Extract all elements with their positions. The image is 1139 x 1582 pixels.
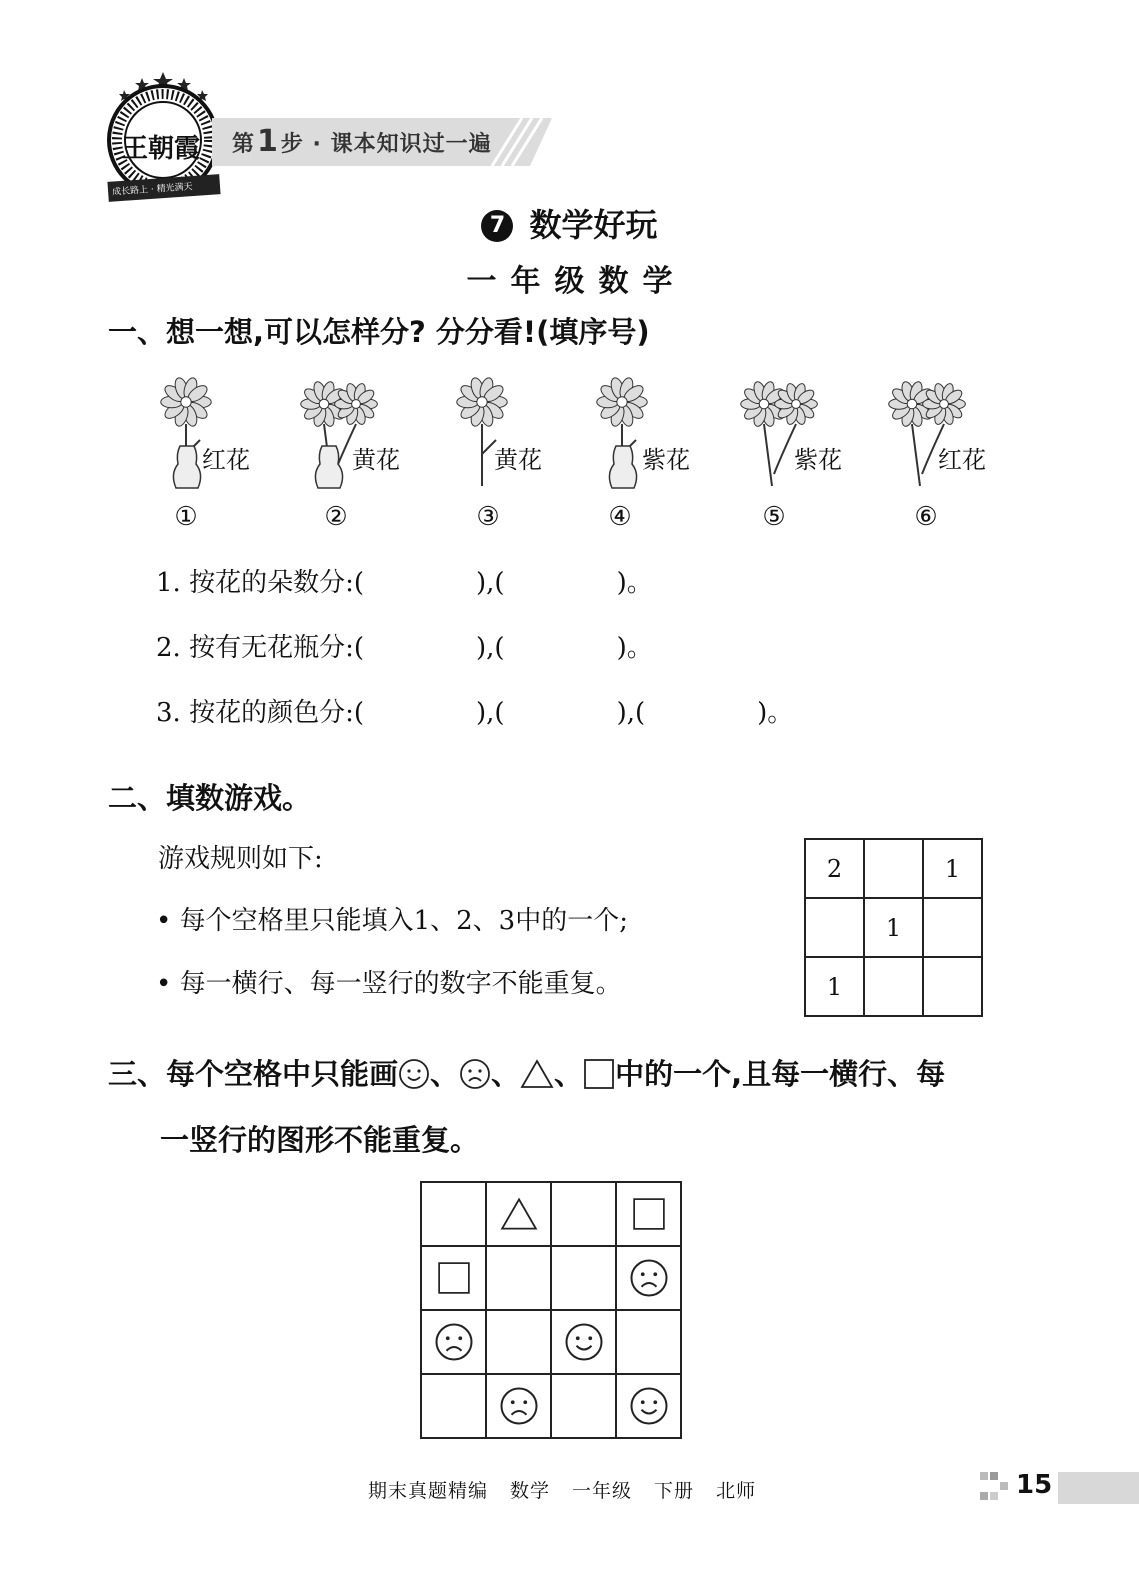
flower-number: ① — [174, 502, 198, 532]
sad-face-icon — [629, 1258, 669, 1298]
rule-2: • 每一横行、每一竖行的数字不能重复。 — [156, 969, 622, 999]
shape-cell — [486, 1182, 551, 1246]
shape-cell[interactable] — [551, 1246, 616, 1310]
flower-picture — [592, 374, 712, 494]
flower-number: ⑥ — [914, 502, 938, 532]
question-3-heading-cont: 一竖行的图形不能重复。 — [160, 1123, 480, 1157]
page-subtitle: 一年级数学 — [466, 264, 687, 299]
flower-label: 红花 — [202, 446, 250, 474]
number-cell[interactable] — [923, 898, 982, 957]
smile-face-icon — [629, 1386, 669, 1426]
flower-label: 黄花 — [352, 446, 400, 474]
shape-cell[interactable] — [421, 1182, 486, 1246]
q1-item-2: 2. 按有无花瓶分:( ),( )。 — [156, 633, 653, 663]
flower-picture — [156, 374, 276, 494]
shape-cell — [551, 1310, 616, 1374]
shape-cell[interactable] — [551, 1182, 616, 1246]
shape-cell[interactable] — [486, 1246, 551, 1310]
flower-picture — [452, 374, 572, 494]
q1-item-3: 3. 按花的颜色分:( ),( ),( )。 — [156, 698, 794, 728]
number-cell: 2 — [805, 839, 864, 898]
page-number: 15 — [1016, 1470, 1053, 1500]
flower-picture — [886, 374, 1006, 494]
flower-number: ③ — [476, 502, 500, 532]
square-icon — [632, 1197, 666, 1231]
step-label: 第1步 · 课本知识过一遍 — [232, 124, 492, 159]
footer-info: 期末真题精编 数学 一年级 下册 北师 — [368, 1480, 757, 1502]
question-1-heading: 一、想一想,可以怎样分? 分分看!(填序号) — [108, 315, 650, 349]
sad-face-icon — [459, 1058, 491, 1090]
question-3-heading: 三、每个空格中只能画 、 、 、 中的一个,且每一横行、每 — [108, 1057, 946, 1091]
brand-slogan: 成长路上 · 精光满天 — [111, 182, 193, 198]
sad-face-icon — [499, 1386, 539, 1426]
smile-face-icon — [398, 1058, 430, 1090]
flower-number: ④ — [608, 502, 632, 532]
shape-cell — [421, 1310, 486, 1374]
q1-item-1: 1. 按花的朵数分:( ),( )。 — [156, 568, 653, 598]
page-band — [1058, 1472, 1139, 1504]
title-text: 数学好玩 — [529, 206, 658, 244]
flower-label: 红花 — [938, 446, 986, 474]
flower-number: ⑤ — [762, 502, 786, 532]
shape-cell[interactable] — [486, 1310, 551, 1374]
shape-cell[interactable] — [551, 1374, 616, 1438]
number-cell[interactable] — [864, 839, 923, 898]
rules-title: 游戏规则如下: — [158, 844, 323, 874]
number-cell: 1 — [923, 839, 982, 898]
number-cell[interactable] — [864, 957, 923, 1016]
page-title — [0, 200, 1139, 246]
flower-label: 紫花 — [642, 446, 690, 474]
brand-name: 王朝霞 — [122, 134, 201, 164]
flower-label: 黄花 — [494, 446, 542, 474]
flower-picture — [738, 374, 858, 494]
shape-cell — [616, 1182, 681, 1246]
triangle-icon — [499, 1196, 539, 1232]
shape-cell — [616, 1246, 681, 1310]
number-grid — [804, 838, 983, 1017]
smile-face-icon — [564, 1322, 604, 1362]
shape-cell — [616, 1374, 681, 1438]
number-cell[interactable] — [805, 898, 864, 957]
square-icon — [583, 1058, 615, 1090]
page-decoration — [980, 1472, 1010, 1504]
shape-cell — [486, 1374, 551, 1438]
shape-cell[interactable] — [421, 1374, 486, 1438]
flower-number: ② — [324, 502, 348, 532]
rule-1: • 每个空格里只能填入1、2、3中的一个; — [156, 906, 628, 936]
triangle-icon — [520, 1058, 554, 1090]
number-cell: 1 — [805, 957, 864, 1016]
flower-label: 紫花 — [794, 446, 842, 474]
shape-cell[interactable] — [616, 1310, 681, 1374]
question-2-heading: 二、填数游戏。 — [108, 781, 312, 815]
square-icon — [437, 1261, 471, 1295]
shape-grid — [420, 1181, 682, 1439]
number-cell[interactable] — [923, 957, 982, 1016]
shape-cell — [421, 1246, 486, 1310]
sad-face-icon — [434, 1322, 474, 1362]
number-cell: 1 — [864, 898, 923, 957]
title-number-badge: 7 — [481, 210, 513, 242]
flower-picture — [298, 374, 418, 494]
